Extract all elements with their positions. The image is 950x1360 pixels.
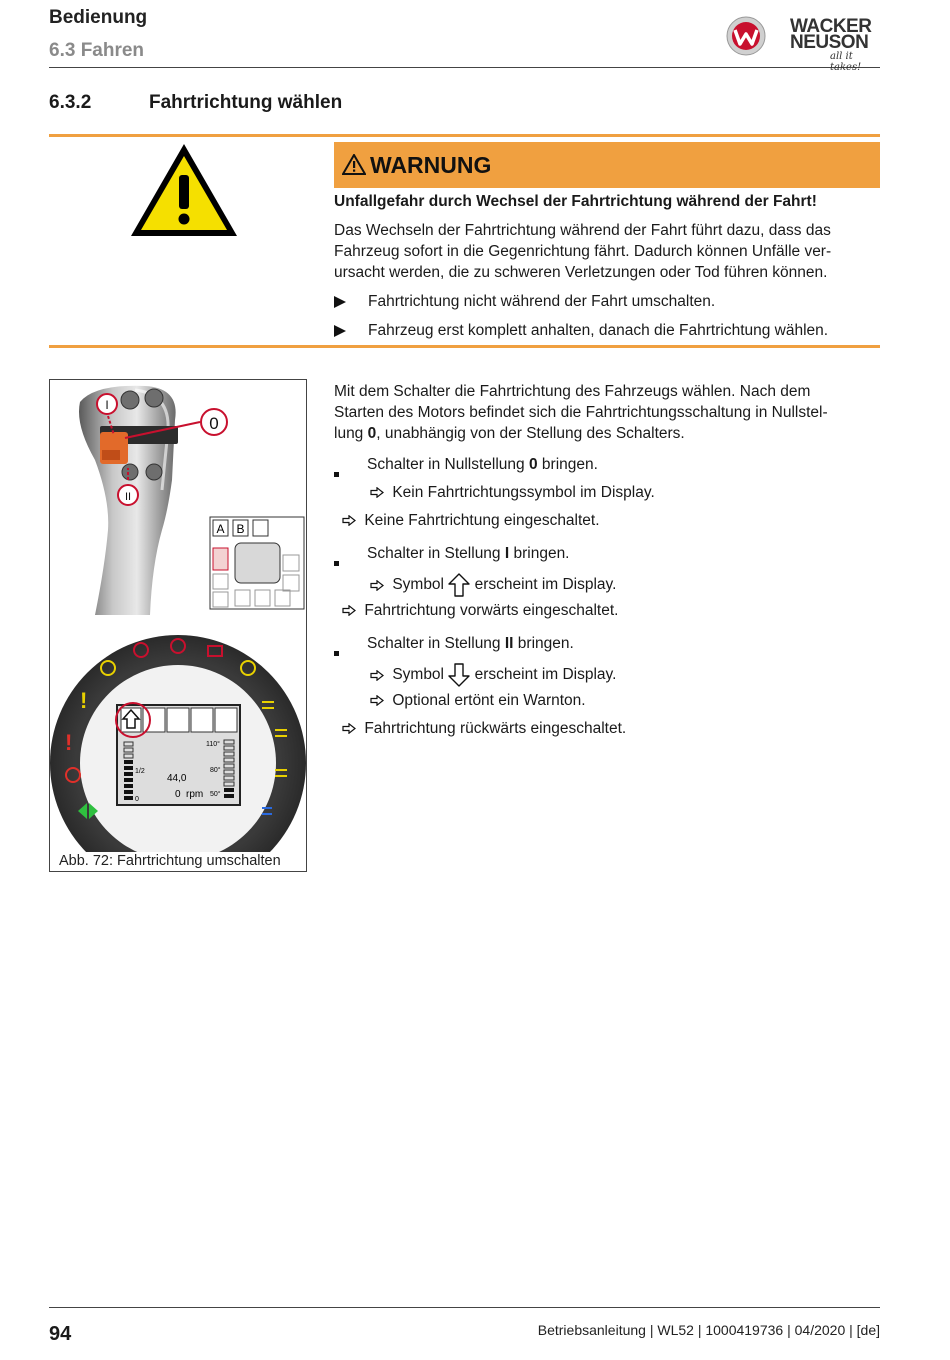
- result-item: Optional ertönt ein Warnton.: [370, 692, 586, 710]
- intro-line: lung 0, unabhängig von der Stellung des Schalters.: [334, 425, 685, 442]
- warning-small-icon: [342, 154, 366, 175]
- wacker-w-icon: [726, 16, 766, 56]
- result-arrow-icon: [370, 580, 384, 591]
- svg-text:0: 0: [135, 796, 139, 803]
- result-item: Symbol erscheint im Display.: [370, 573, 616, 597]
- square-bullet-icon: [334, 464, 339, 482]
- footer-divider: [49, 1307, 880, 1308]
- step-item: Schalter in Nullstellung 0 bringen.: [334, 456, 598, 474]
- intro-paragraph: [334, 381, 880, 444]
- result-item: Symbol erscheint im Display.: [370, 663, 616, 687]
- svg-text:II: II: [124, 491, 132, 503]
- result-arrow-icon: [342, 723, 356, 734]
- logo-tagline: all it takes!: [830, 51, 862, 73]
- warning-bottom-rule: [49, 345, 880, 348]
- callout-0: [201, 409, 227, 435]
- warning-line: ursacht werden, die zu schweren Verletzungen oder Tod führen können.: [334, 264, 828, 281]
- svg-text:!: !: [80, 688, 88, 713]
- svg-text:1/2: 1/2: [135, 768, 145, 775]
- warning-label: WARNUNG: [370, 152, 492, 178]
- warning-top-rule: [49, 134, 880, 137]
- forward-arrow-icon: [448, 573, 470, 597]
- svg-text:I: I: [105, 398, 109, 412]
- svg-text:0: 0: [209, 414, 219, 433]
- warning-line: Das Wechseln der Fahrtrichtung während der Fahrt führt dazu, dass das: [334, 222, 831, 239]
- result-arrow-icon: [370, 487, 384, 498]
- callout-II: [118, 485, 138, 505]
- result-arrow-icon: [370, 670, 384, 681]
- result-arrow-icon: [342, 515, 356, 526]
- result-arrow-icon: [342, 605, 356, 616]
- operator-key-panel: [210, 517, 304, 609]
- logo-wacker: WACKER: [790, 16, 872, 37]
- logo-neuson: NEUSON: [790, 32, 869, 53]
- figure-joystick-display: [49, 379, 307, 872]
- result-item: Fahrtrichtung vorwärts eingeschaltet.: [342, 602, 618, 620]
- result-item: Keine Fahrtrichtung eingeschaltet.: [342, 512, 600, 530]
- joystick-display-illustration: [50, 380, 307, 872]
- result-item: Kein Fahrtrichtungssymbol im Display.: [370, 484, 655, 502]
- reverse-arrow-icon: [448, 663, 470, 687]
- instrument-dashboard: [50, 635, 306, 872]
- header-divider: [49, 67, 880, 68]
- step-item: Schalter in Stellung II bringen.: [334, 635, 574, 653]
- action-triangle-icon: [334, 296, 346, 308]
- brand-logo: [726, 14, 884, 73]
- svg-text:50°: 50°: [210, 791, 221, 798]
- callout-I: [97, 394, 117, 414]
- subsection-title: Fahrtrichtung wählen: [149, 92, 343, 113]
- svg-text:44,0: 44,0: [167, 773, 187, 784]
- warning-heading: Unfallgefahr durch Wechsel der Fahrtrichtung während der Fahrt!: [334, 193, 817, 210]
- intro-line: Starten des Motors befindet sich die Fahrtrichtungsschaltung in Nullstel-: [334, 404, 828, 421]
- warning-line: Fahrzeug sofort in die Gegenrichtung fährt. Dadurch können Unfälle ver-: [334, 243, 832, 260]
- square-bullet-icon: [334, 643, 339, 661]
- subsection-number: 6.3.2: [49, 92, 92, 113]
- intro-line: Mit dem Schalter die Fahrtrichtung des Fahrzeugs wählen. Nach dem: [334, 383, 811, 400]
- svg-text:0: 0: [175, 789, 181, 800]
- svg-text:A: A: [216, 522, 225, 536]
- figure-caption: Abb. 72: Fahrtrichtung umschalten: [59, 853, 281, 869]
- svg-text:B: B: [236, 522, 245, 536]
- result-arrow-icon: [370, 695, 384, 706]
- document-reference: Betriebsanleitung | WL52 | 1000419736 | 04/2020 | [de]: [537, 1322, 880, 1338]
- svg-text:rpm: rpm: [186, 789, 204, 800]
- svg-text:!: !: [65, 730, 73, 755]
- action-triangle-icon: [334, 325, 346, 337]
- result-item: Fahrtrichtung rückwärts eingeschaltet.: [342, 720, 626, 738]
- chapter-title: Bedienung: [49, 7, 148, 28]
- warning-body: [334, 220, 880, 283]
- warning-triangle-icon: [128, 141, 240, 239]
- page-number: 94: [49, 1323, 72, 1345]
- step-item: Schalter in Stellung I bringen.: [334, 545, 570, 563]
- section-title: 6.3 Fahren: [49, 40, 145, 61]
- square-bullet-icon: [334, 553, 339, 571]
- svg-text:80°: 80°: [210, 767, 221, 774]
- warning-banner: [334, 142, 880, 188]
- svg-text:110°: 110°: [206, 741, 220, 748]
